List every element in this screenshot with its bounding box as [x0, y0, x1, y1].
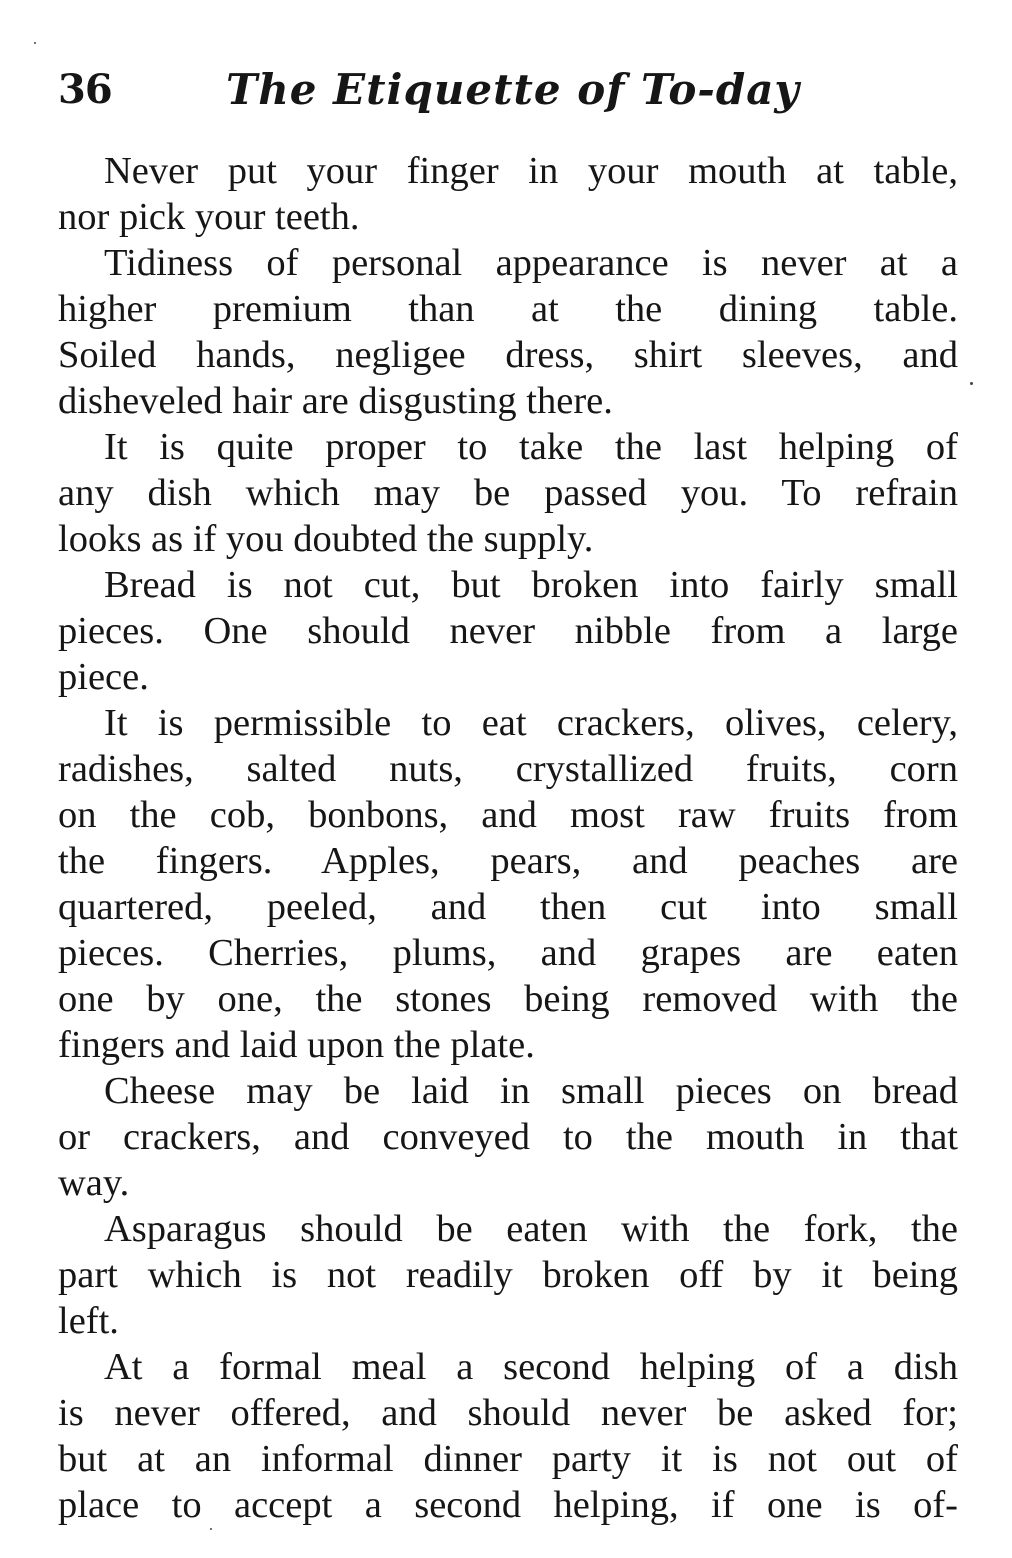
text-line: piece. — [58, 656, 149, 698]
text-line: way. — [58, 1162, 130, 1204]
text-line: nor pick your teeth. — [58, 196, 360, 238]
text-line: Cheese may be laid in small pieces on bread — [104, 1070, 958, 1112]
text-line: or crackers, and conveyed to the mouth in that — [58, 1116, 958, 1158]
text-line: pieces. Cherries, plums, and grapes are eaten — [58, 932, 958, 974]
text-line: Tidiness of personal appearance is never at a — [104, 242, 958, 284]
text-line: quartered, peeled, and then cut into small — [58, 886, 958, 928]
text-line: higher premium than at the dining table. — [58, 288, 958, 330]
paragraph-cheese — [58, 1068, 958, 1206]
paragraph-finger — [58, 148, 958, 240]
text-line: Asparagus should be eaten with the fork, the — [104, 1208, 958, 1250]
page-number: 36 — [58, 66, 112, 113]
body-text — [58, 148, 958, 1528]
text-line: It is quite proper to take the last helping of — [104, 426, 958, 468]
text-line: radishes, salted nuts, crystallized fruits, corn — [58, 748, 958, 790]
text-line: disheveled hair are disgusting there. — [58, 380, 613, 422]
running-head — [58, 62, 958, 122]
paragraph-last-helping — [58, 424, 958, 562]
text-line: is never offered, and should never be asked for; — [58, 1392, 958, 1434]
text-line: but at an informal dinner party it is not out of — [58, 1438, 958, 1480]
paragraph-second-helping — [58, 1344, 958, 1528]
text-line: pieces. One should never nibble from a large — [58, 610, 958, 652]
scan-speck — [210, 1528, 212, 1530]
text-line: Never put your finger in your mouth at table, — [104, 150, 958, 192]
text-line: on the cob, bonbons, and most raw fruits from — [58, 794, 958, 836]
text-line: Bread is not cut, but broken into fairly small — [104, 564, 958, 606]
text-line: place to accept a second helping, if one is of- — [58, 1484, 958, 1526]
text-line: At a formal meal a second helping of a dish — [104, 1346, 958, 1388]
text-line: one by one, the stones being removed with the — [58, 978, 958, 1020]
text-line: the fingers. Apples, pears, and peaches are — [58, 840, 958, 882]
text-line: part which is not readily broken off by it being — [58, 1254, 958, 1296]
paragraph-bread — [58, 562, 958, 700]
text-line: fingers and laid upon the plate. — [58, 1024, 535, 1066]
scan-speck — [34, 42, 36, 44]
text-line: left. — [58, 1300, 119, 1342]
book-title: The Etiquette of To-day — [226, 65, 800, 114]
text-line: It is permissible to eat crackers, olives, celery, — [104, 702, 958, 744]
text-line: any dish which may be passed you. To refrain — [58, 472, 958, 514]
paragraph-asparagus — [58, 1206, 958, 1344]
paragraph-tidiness — [58, 240, 958, 424]
text-line: looks as if you doubted the supply. — [58, 518, 594, 560]
paragraph-finger-foods — [58, 700, 958, 1068]
scan-speck — [970, 382, 973, 385]
text-line: Soiled hands, negligee dress, shirt sleeves, and — [58, 334, 958, 376]
